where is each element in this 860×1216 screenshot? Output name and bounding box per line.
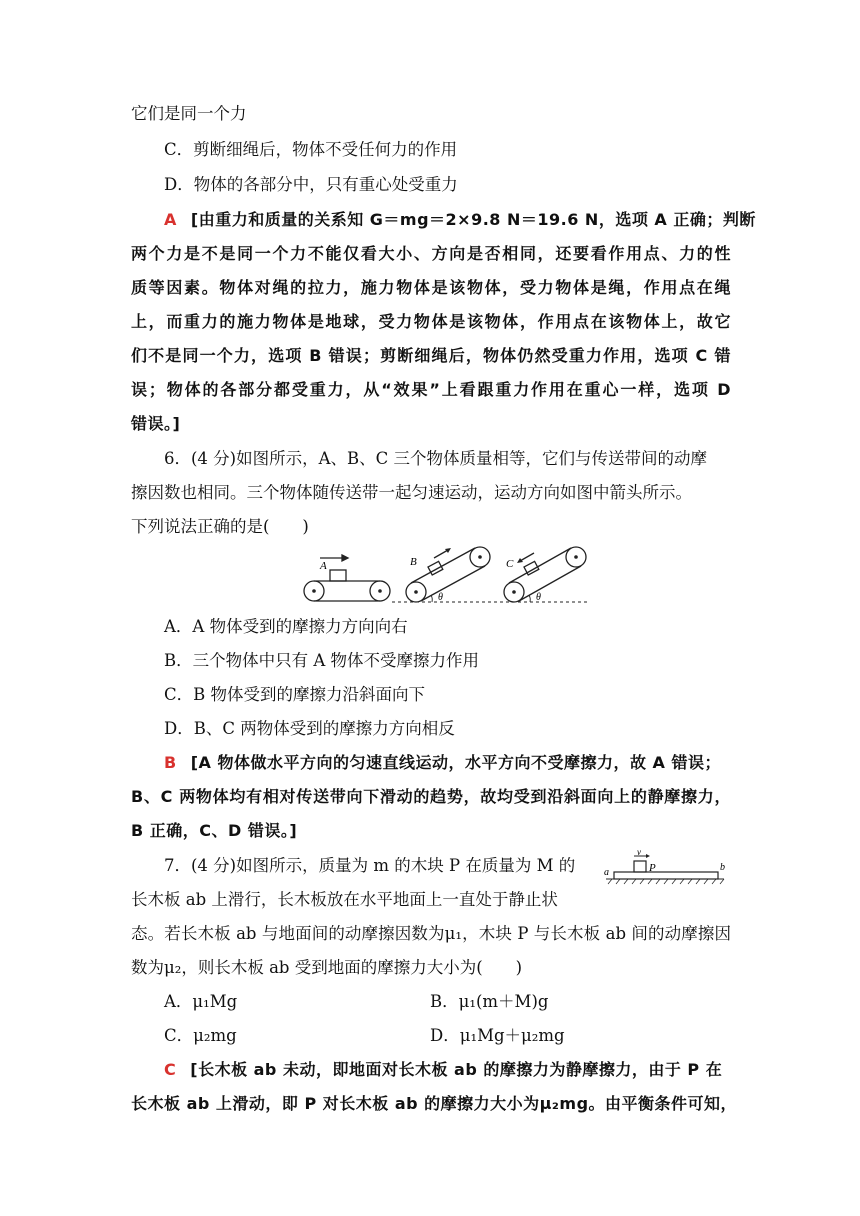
q5-stem-tail: 它们是同一个力 — [131, 104, 247, 123]
q6-explanation-3: B 正确，C、D 错误。] — [131, 821, 298, 840]
q5-explanation-3: 质等因素。物体对绳的拉力，施力物体是该物体，受力物体是绳，作用点在绳 — [131, 278, 731, 297]
q6-answer-line-1 — [164, 753, 764, 773]
belt-b — [406, 547, 490, 602]
q7-stem-4: 数为μ₂，则长木板 ab 受到地面的摩擦力大小为( ) — [131, 958, 523, 977]
q6-stem-3: 下列说法正确的是( ) — [131, 517, 309, 536]
label-b: B — [410, 556, 417, 568]
q7-board-figure — [600, 848, 730, 888]
q7-explanation-1: [长木板 ab 未动，即地面对长木板 ab 的摩擦力为静摩擦力，由于 P 在 — [190, 1060, 723, 1079]
q6-option-a: A．A 物体受到的摩擦力方向向右 — [164, 617, 408, 636]
q5-answer-letter: A — [164, 210, 177, 229]
q7-option-c: C．μ₂mg — [164, 1026, 237, 1045]
belt-a — [304, 555, 390, 601]
q7-answer-letter: C — [164, 1060, 177, 1079]
q6-option-b: B．三个物体中只有 A 物体不受摩擦力作用 — [164, 651, 480, 670]
q5-explanation-2: 两个力是不是同一个力不能仅看大小、方向是否相同，还要看作用点、力的性 — [131, 244, 731, 263]
q5-explanation-1: [由重力和质量的关系知 G＝mg＝2×9.8 N＝19.6 N，选项 A 正确；判断 — [190, 210, 756, 229]
q6-conveyor-figure — [300, 543, 590, 611]
q6-stem-2: 擦因数也相同。三个物体随传送带一起匀速运动，运动方向如图中箭头所示。 — [131, 483, 692, 502]
q7-option-a: A．μ₁Mg — [164, 992, 238, 1011]
q7-stem-2: 长木板 ab 上滑行，长木板放在水平地面上一直处于静止状 — [131, 890, 558, 909]
label-b-end: b — [720, 862, 725, 873]
q6-stem-1: 6．(4 分)如图所示，A、B、C 三个物体质量相等，它们与传送带间的动摩 — [164, 449, 708, 468]
q6-option-c: C．B 物体受到的摩擦力沿斜面向下 — [164, 685, 425, 704]
label-a: A — [320, 560, 327, 572]
q7-explanation-2: 长木板 ab 上滑动，即 P 对长木板 ab 的摩擦力大小为μ₂mg。由平衡条件可知， — [131, 1094, 738, 1113]
q6-explanation-1: [A 物体做水平方向的匀速直线运动，水平方向不受摩擦力，故 A 错误； — [190, 753, 721, 772]
q7-option-b: B．μ₁(m＋M)g — [430, 992, 549, 1011]
q7-stem-3: 态。若长木板 ab 与地面间的动摩擦因数为μ₁，木块 P 与长木板 ab 间的动摩擦因 — [131, 924, 731, 943]
q6-option-d: D．B、C 两物体受到的摩擦力方向相反 — [164, 719, 455, 738]
q5-explanation-7: 错误。] — [131, 414, 181, 433]
label-p: P — [649, 862, 656, 874]
q5-option-d: D．物体的各部分中，只有重心处受重力 — [164, 175, 458, 194]
q7-stem-1: 7．(4 分)如图所示，质量为 m 的木块 P 在质量为 M 的 — [164, 856, 576, 875]
q7-answer-line-1 — [164, 1060, 764, 1080]
theta-c: θ — [536, 592, 541, 603]
q5-explanation-4: 上，而重力的施力物体是地球，受力物体是该物体，作用点在该物体上，故它 — [131, 312, 731, 331]
q6-explanation-2: B、C 两物体均有相对传送带向下滑动的趋势，故均受到沿斜面向上的静摩擦力， — [131, 787, 731, 806]
label-v: v — [637, 848, 641, 857]
theta-b: θ — [438, 592, 443, 603]
q6-answer-letter: B — [164, 753, 177, 772]
q5-explanation-6: 误；物体的各部分都受重力，从“效果”上看跟重力作用在重心一样，选项 D — [131, 380, 731, 399]
label-c: C — [506, 558, 514, 570]
q7-option-d: D．μ₁Mg＋μ₂mg — [430, 1026, 565, 1045]
q5-option-c: C．剪断细绳后，物体不受任何力的作用 — [164, 140, 458, 159]
q5-answer-line-1 — [164, 210, 764, 230]
label-a-end: a — [604, 867, 609, 878]
q5-explanation-5: 们不是同一个力，选项 B 错误；剪断细绳后，物体仍然受重力作用，选项 C 错 — [131, 346, 731, 365]
belt-c — [504, 547, 586, 602]
